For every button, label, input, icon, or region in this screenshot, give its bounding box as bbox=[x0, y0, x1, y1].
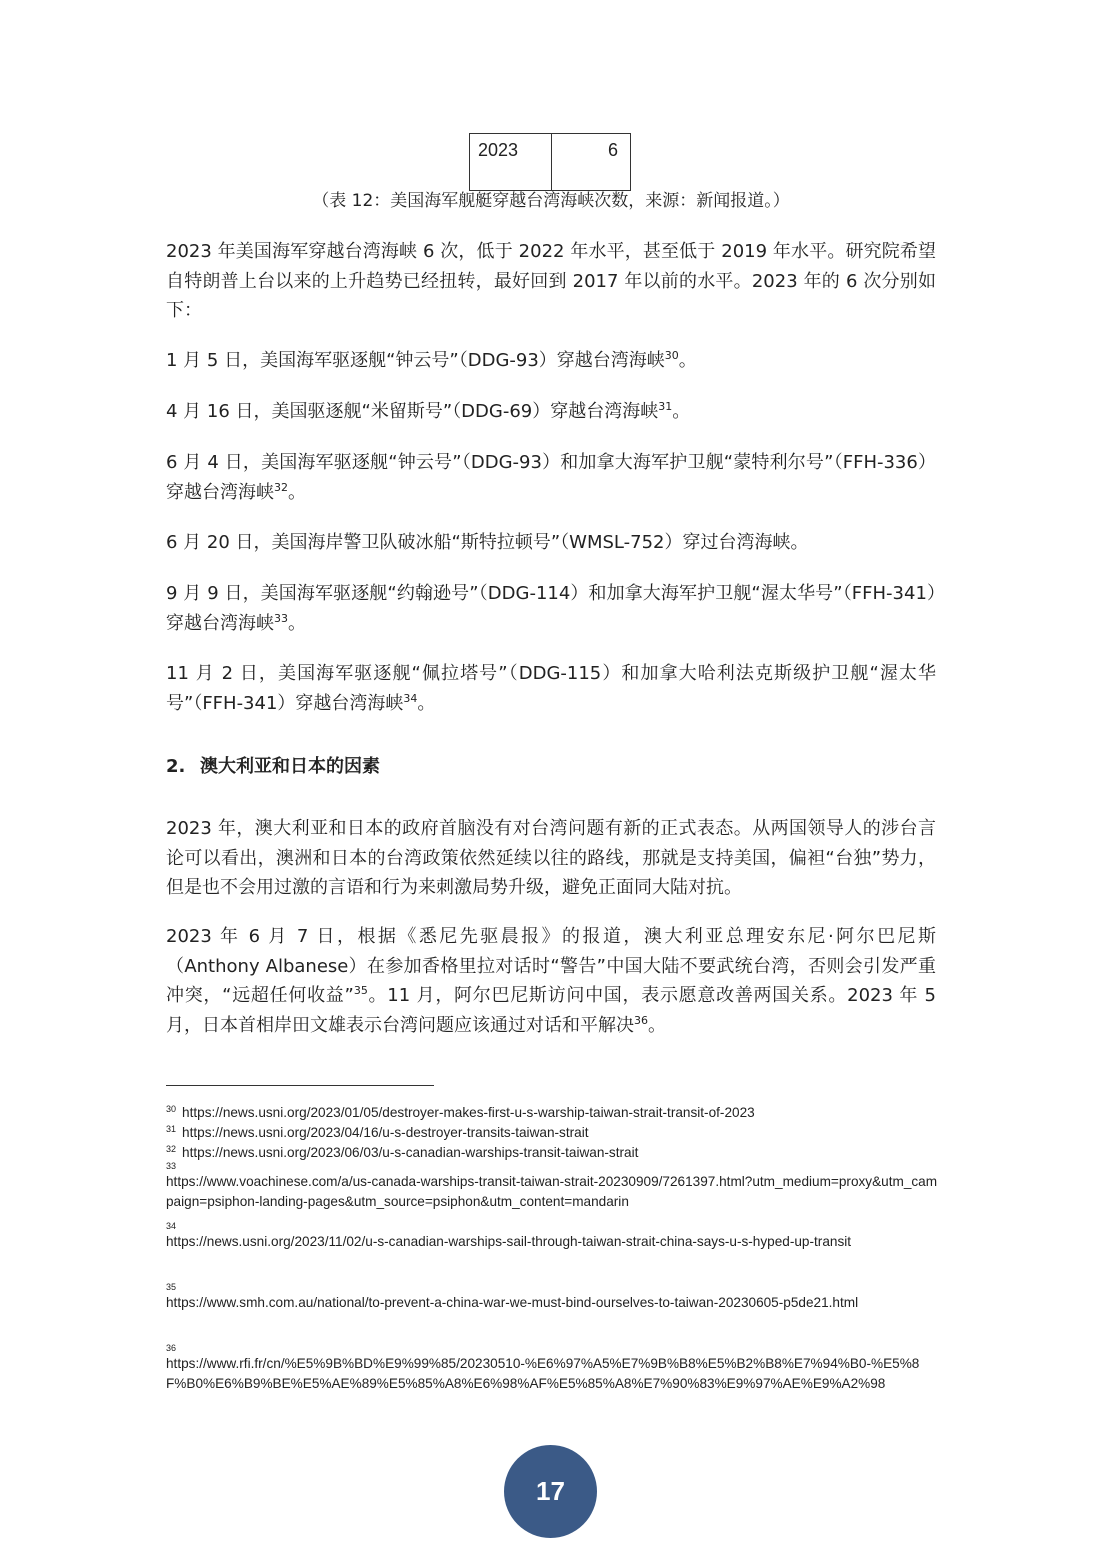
page-number-badge bbox=[504, 1445, 597, 1538]
footnote-divider bbox=[166, 1085, 434, 1086]
australia-japan-paragraph-1: 2023 年，澳大利亚和日本的政府首脑没有对台湾问题有新的正式表态。从两国领导人的涉台言论可以看出，澳洲和日本的台湾政策依然延续以往的路线，那就是支持美国，偏袒“台独”势力，但是也不会用过激的言语和行为来刺激局势升级，避免正面同大陆对抗。 bbox=[166, 818, 936, 898]
table-row bbox=[470, 134, 631, 191]
transit-item-3: 6 月 4 日，美国海军驱逐舰“钟云号”（DDG-93）和加拿大海军护卫舰“蒙特利尔号”（FFH-336）穿越台湾海峡$^{32}$。 bbox=[166, 452, 936, 503]
transit-item-1: 1 月 5 日，美国海军驱逐舰“钟云号”（DDG-93）穿越台湾海峡$^{30}$。 bbox=[166, 349, 697, 371]
year-cell: 2023 bbox=[470, 134, 552, 191]
section-number: 2. bbox=[166, 756, 186, 777]
table-caption: （表 12：美国海军舰艇穿越台湾海峡次数，来源：新闻报道。） bbox=[312, 191, 790, 211]
transit-item-4: 6 月 20 日，美国海岸警卫队破冰船“斯特拉顿号”（WMSL-752）穿过台湾海峡。 bbox=[166, 532, 809, 553]
footnote-35: 35 https://www.smh.com.au/national/to-prevent-a-china-war-we-must-bind-ourselves-to-taiwan-20230605-p5de21.html bbox=[166, 1282, 859, 1310]
footnote-ref[interactable]: 30 bbox=[664, 349, 679, 362]
footnote-34: 34 https://news.usni.org/2023/11/02/u-s-canadian-warships-sail-through-taiwan-strait-china-says-u-s-hyped-up-transit bbox=[166, 1221, 852, 1249]
footnote-ref[interactable]: 34 bbox=[403, 691, 418, 705]
footnote-link[interactable]: https://www.smh.com.au/national/to-prevent-a-china-war-we-must-bind-ourselves-to-taiwan-20230605-p5de21.html bbox=[166, 1295, 859, 1310]
footnote-ref[interactable]: 36 bbox=[634, 1013, 648, 1027]
footnote-link[interactable]: https://www.voachinese.com/a/us-canada-warships-transit-taiwan-strait-20230909/7261397.html?utm_medium=proxy&utm_campaign=psiphon-landing-pages&utm_source=psiphon&utm_content=mandarin bbox=[166, 1174, 938, 1210]
transit-item-2: 4 月 16 日，美国驱逐舰“米留斯号”（DDG-69）穿越台湾海峡$^{31}$。 bbox=[166, 400, 691, 422]
footnote-33: 33 https://www.voachinese.com/a/us-canada-warships-transit-taiwan-strait-20230909/7261397.html?utm_medium=proxy&utm_campaign=psiphon-landing-pages&utm_source=psiphon&utm_content=mandarin bbox=[166, 1161, 938, 1210]
section-heading bbox=[166, 752, 380, 781]
footnote-link[interactable]: https://news.usni.org/2023/06/03/u-s-canadian-warships-transit-taiwan-strait bbox=[182, 1145, 639, 1160]
page-number: 17 bbox=[536, 1476, 565, 1506]
section-title: 澳大利亚和日本的因素 bbox=[200, 756, 380, 777]
footnote-link[interactable]: https://news.usni.org/2023/01/05/destroyer-makes-first-u-s-warship-taiwan-strait-transit-of-2023 bbox=[182, 1105, 755, 1120]
australia-japan-paragraph-2: 2023 年 6 月 7 日，根据《悉尼先驱晨报》的报道，澳大利亚总理安东尼·阿尔巴尼斯（Anthony Albanese）在参加香格里拉对话时“警告”中国大陆不要武统台湾，否则会引发严重冲突，“远超任何收益”$^{35}$。11 月，阿尔巴尼斯访问中国，表示愿意改善两国关系。2023 年 5 月，日本首相岸田文雄表示台湾问题应该通过对话和平解决$^{36}$。 bbox=[166, 926, 937, 1036]
footnote-30: $^{30}$ https://news.usni.org/2023/01/05/destroyer-makes-first-u-s-warship-taiwan-strait-transit-of-2023 bbox=[166, 1104, 755, 1120]
footnote-link[interactable]: https://news.usni.org/2023/11/02/u-s-canadian-warships-sail-through-taiwan-strait-china-says-u-s-hyped-up-transit bbox=[166, 1234, 852, 1249]
footnote-ref[interactable]: 31 bbox=[658, 400, 673, 413]
footnote-ref[interactable]: 33 bbox=[274, 611, 288, 625]
footnote-32: $^{32}$ https://news.usni.org/2023/06/03/u-s-canadian-warships-transit-taiwan-strait bbox=[166, 1144, 639, 1160]
transit-item-6: 11 月 2 日，美国海军驱逐舰“佩拉塔号”（DDG-115）和加拿大哈利法克斯级护卫舰“渥太华号”（FFH-341）穿越台湾海峡$^{34}$。 bbox=[166, 663, 936, 714]
count-cell: 6 bbox=[552, 134, 631, 191]
footnote-36: 36 https://www.rfi.fr/cn/%E5%9B%BD%E9%99%85/20230510-%E6%97%A5%E7%9B%B8%E5%B2%B8%E7%94%B0-%E5%8F%B0%E6%B9%BE%E5%AE%89%E5%85%A8%E6%98%AF%E5%85%A8%E7%90%83%E9%97%AE%E9%A2%98 bbox=[166, 1343, 920, 1392]
footnote-link[interactable]: https://www.rfi.fr/cn/%E5%9B%BD%E9%99%85/20230510-%E6%97%A5%E7%9B%B8%E5%B2%B8%E7%94%B0-%E5%8F%B0%E6%B9%BE%E5%AE%89%E5%85%A8%E6%98%AF%E5%85%A8%E7%90%83%E9%97%AE%E9%A2%98 bbox=[166, 1356, 920, 1392]
footnote-link[interactable]: https://news.usni.org/2023/04/16/u-s-destroyer-transits-taiwan-strait bbox=[182, 1125, 589, 1140]
footnote-31: $^{31}$ https://news.usni.org/2023/04/16/u-s-destroyer-transits-taiwan-strait bbox=[166, 1124, 589, 1140]
intro-paragraph: 2023 年美国海军穿越台湾海峡 6 次，低于 2022 年水平，甚至低于 2019 年水平。研究院希望自特朗普上台以来的上升趋势已经扭转，最好回到 2017 年以前的水平。2023 年的 6 次分别如下： bbox=[166, 241, 936, 321]
footnote-ref[interactable]: 32 bbox=[274, 480, 288, 494]
transit-count-table bbox=[469, 133, 631, 191]
footnote-ref[interactable]: 35 bbox=[353, 984, 368, 997]
transit-item-5: 9 月 9 日，美国海军驱逐舰“约翰逊号”（DDG-114）和加拿大海军护卫舰“渥太华号”（FFH-341）穿越台湾海峡$^{33}$。 bbox=[166, 583, 936, 634]
